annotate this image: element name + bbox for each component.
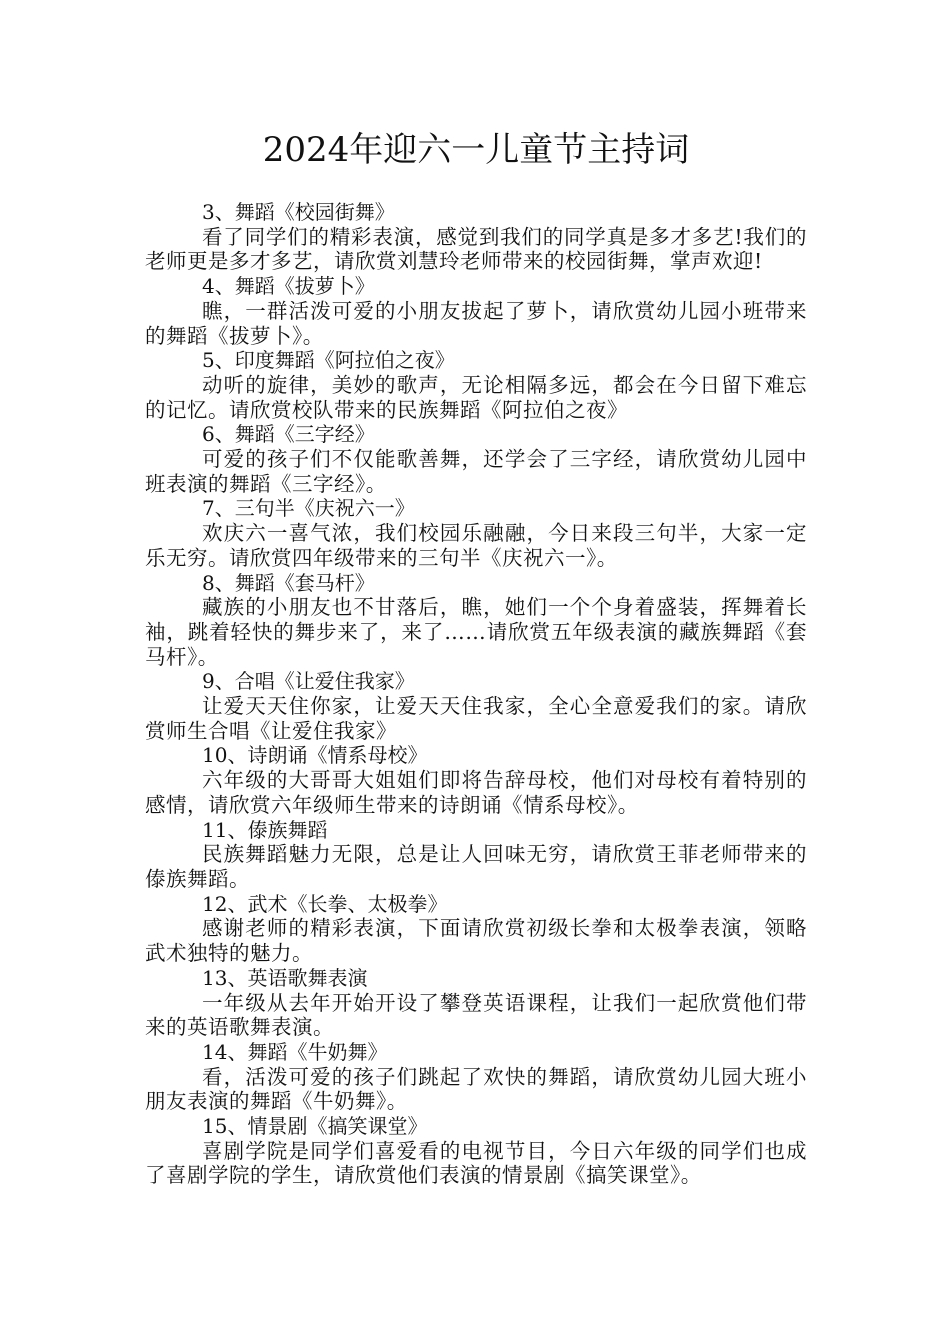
item-heading: 11、傣族舞蹈 xyxy=(202,817,328,842)
item-heading: 6、舞蹈《三字经》 xyxy=(202,422,375,447)
program-item-4 xyxy=(145,274,807,348)
item-heading: 3、舞蹈《校园街舞》 xyxy=(202,200,395,224)
item-body: 动听的旋律，美妙的歌声，无论相隔多远，都会在今日留下难忘的记忆。请欣赏校队带来的民族舞蹈《阿拉伯之夜》 xyxy=(145,372,807,422)
item-body: 藏族的小朋友也不甘落后，瞧，她们一个个身着盛装，挥舞着长袖，跳着轻快的舞步来了，来了……请欣赏五年级表演的藏族舞蹈《套马杆》。 xyxy=(145,595,807,669)
item-heading: 7、三句半《庆祝六一》 xyxy=(202,496,415,521)
item-body: 欢庆六一喜气浓，我们校园乐融融，今日来段三句半，大家一定乐无穷。请欣赏四年级带来的三句半《庆祝六一》。 xyxy=(145,521,807,570)
program-item-11 xyxy=(145,818,807,892)
item-heading: 13、英语歌舞表演 xyxy=(202,965,368,990)
item-heading: 4、舞蹈《拔萝卜》 xyxy=(202,274,375,299)
document-page xyxy=(145,128,807,1188)
item-body: 瞧，一群活泼可爱的小朋友拔起了萝卜，请欣赏幼儿园小班带来的舞蹈《拔萝卜》。 xyxy=(145,298,807,348)
program-item-7 xyxy=(145,496,807,570)
item-heading: 14、舞蹈《牛奶舞》 xyxy=(202,1039,388,1064)
program-item-5 xyxy=(145,348,807,422)
document-title: 2024年迎六一儿童节主持词 xyxy=(262,130,690,170)
item-body: 六年级的大哥哥大姐姐们即将告辞母校，他们对母校有着特别的感情，请欣赏六年级师生带来的诗朗诵《情系母校》。 xyxy=(145,768,807,817)
program-item-13 xyxy=(145,966,807,1040)
item-body: 看了同学们的精彩表演，感觉到我们的同学真是多才多艺!我们的老师更是多才多艺，请欣赏刘慧玲老师带来的校园街舞，掌声欢迎! xyxy=(145,224,807,274)
item-body: 感谢老师的精彩表演，下面请欣赏初级长拳和太极拳表演，领略武术独特的魅力。 xyxy=(145,916,807,966)
item-body: 让爱天天住你家，让爱天天住我家，全心全意爱我们的家。请欣赏师生合唱《让爱住我家》 xyxy=(145,694,807,743)
item-heading: 15、情景剧《搞笑课堂》 xyxy=(202,1114,428,1139)
program-item-9 xyxy=(145,669,807,743)
item-body: 看，活泼可爱的孩子们跳起了欢快的舞蹈，请欣赏幼儿园大班小朋友表演的舞蹈《牛奶舞》。 xyxy=(145,1064,807,1114)
program-item-14 xyxy=(145,1040,807,1114)
program-item-10 xyxy=(145,743,807,817)
item-body: 喜剧学院是同学们喜爱看的电视节目，今日六年级的同学们也成了喜剧学院的学生，请欣赏他们表演的情景剧《搞笑课堂》。 xyxy=(145,1138,807,1188)
program-item-12 xyxy=(145,892,807,966)
item-heading: 12、武术《长拳、太极拳》 xyxy=(202,891,448,916)
program-item-3 xyxy=(145,200,807,274)
item-heading: 8、舞蹈《套马杆》 xyxy=(202,570,375,595)
program-item-6 xyxy=(145,422,807,496)
item-body: 可爱的孩子们不仅能歌善舞，还学会了三字经，请欣赏幼儿园中班表演的舞蹈《三字经》。 xyxy=(145,447,807,496)
program-item-15 xyxy=(145,1114,807,1188)
item-heading: 5、印度舞蹈《阿拉伯之夜》 xyxy=(202,348,455,373)
item-body: 一年级从去年开始开设了攀登英语课程，让我们一起欣赏他们带来的英语歌舞表演。 xyxy=(145,990,807,1040)
item-heading: 10、诗朗诵《情系母校》 xyxy=(202,743,428,768)
program-item-8 xyxy=(145,571,807,670)
item-heading: 9、合唱《让爱住我家》 xyxy=(202,669,415,694)
item-body: 民族舞蹈魅力无限，总是让人回味无穷，请欣赏王菲老师带来的傣族舞蹈。 xyxy=(145,842,807,891)
